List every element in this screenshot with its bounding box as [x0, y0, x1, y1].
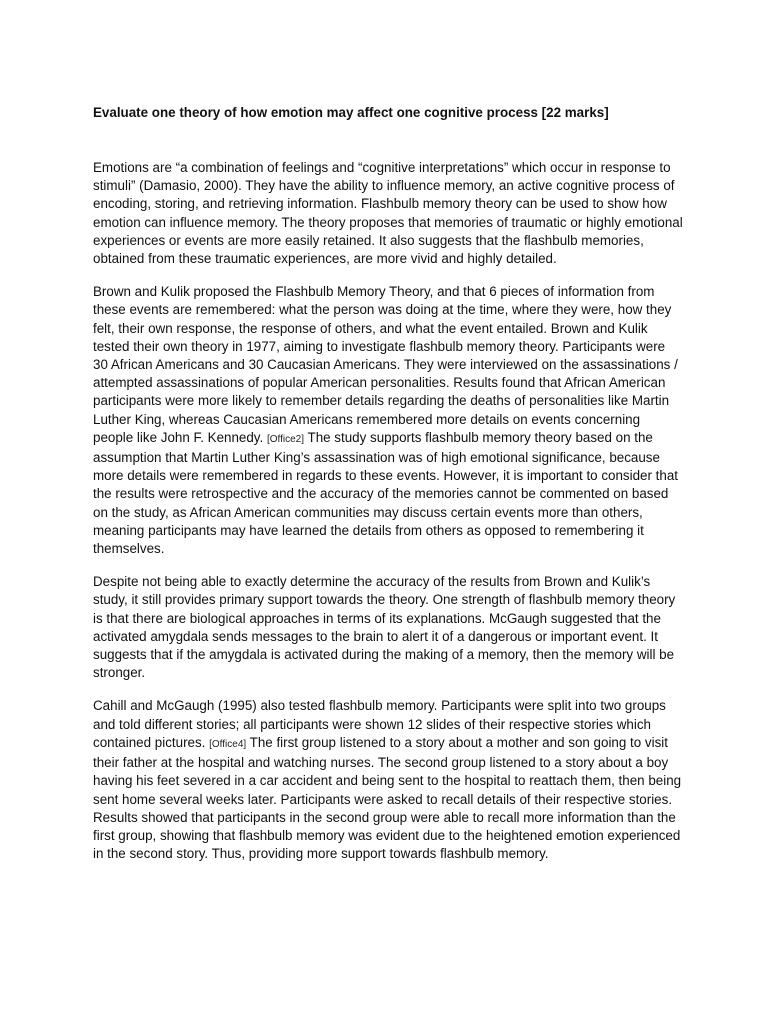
paragraph-cahill-mcgaugh: [93, 697, 683, 863]
essay-title: Evaluate one theory of how emotion may affect one cognitive process [22 marks]: [93, 105, 609, 120]
comment-reference[interactable]: [Office2]: [266, 433, 305, 445]
comment-reference[interactable]: [Office4]: [209, 738, 247, 750]
paragraph-brown-kulik: [93, 283, 683, 558]
paragraph-amygdala: [93, 573, 683, 682]
paragraph-text-before: Brown and Kulik proposed the Flashbulb Memory Theory, and that 6 pieces of information from these events are remembered: what the person was doing at the time, where they were, how they felt, their own response, the response of others, and what the event entailed. Brown and Kulik tested their own theory in 1977, aiming to investigate flashbulb memory theory. Participants were 30 African Americans and 30 Caucasian Americans. They were interviewed on the assassinations / attempted assassinations of popular American personalities. Results found that African American participants were more likely to remember details regarding the deaths of personalities like Martin Luther King, whereas Caucasian Americans remembered more details on events concerning people like John F. Kennedy.: [93, 284, 678, 445]
paragraph-text-after: The study supports flashbulb memory theory based on the assumption that Martin Luther King’s assassination was of high emotional significance, because more details were remembered in regards to these events. However, it is important to consider that the results were retrospective and the accuracy of the memories cannot be commented on based on the study, as African American communities may discuss certain events more than others, meaning participants may have learned the details from others as opposed to remembering it themselves.: [93, 429, 678, 557]
document-body: [93, 104, 683, 878]
paragraph-text-after: The first group listened to a story about a mother and son going to visit their father at the hospital and watching nurses. The second group listened to a story about a boy having his feet severed in a car accident and being sent to the hospital to reattach them, then being sent home several weeks later. Participants were asked to recall details of their respective stories. Results showed that participants in the second group were able to recall more information than the first group, showing that flashbulb memory was evident due to the heightened emotion experienced in the second story. Thus, providing more support towards flashbulb memory.: [93, 734, 682, 862]
paragraph-definition: [93, 159, 683, 268]
paragraph-text: Emotions are “a combination of feelings and “cognitive interpretations” which occur in response to stimuli” (Damasio, 2000). They have the ability to influence memory, an active cognitive process of encoding, storing, and retrieving information. Flashbulb memory theory can be used to show how emotion can influence memory. The theory proposes that memories of traumatic or highly emotional experiences or events are more easily retained. It also suggests that the flashbulb memories, obtained from these traumatic experiences, are more vivid and highly detailed.: [93, 160, 683, 267]
paragraph-text-before: Cahill and McGaugh (1995) also tested flashbulb memory. Participants were split into two groups and told different stories; all participants were shown 12 slides of their respective stories which contained pictures.: [93, 698, 666, 750]
paragraph-text: Despite not being able to exactly determine the accuracy of the results from Brown and Kulik’s study, it still provides primary support towards the theory. One strength of flashbulb memory theory is that there are biological approaches in terms of its explanations. McGaugh suggested that the activated amygdala sends messages to the brain to alert it of a dangerous or important event. It suggests that if the amygdala is activated during the making of a memory, then the memory will be stronger.: [93, 574, 676, 681]
